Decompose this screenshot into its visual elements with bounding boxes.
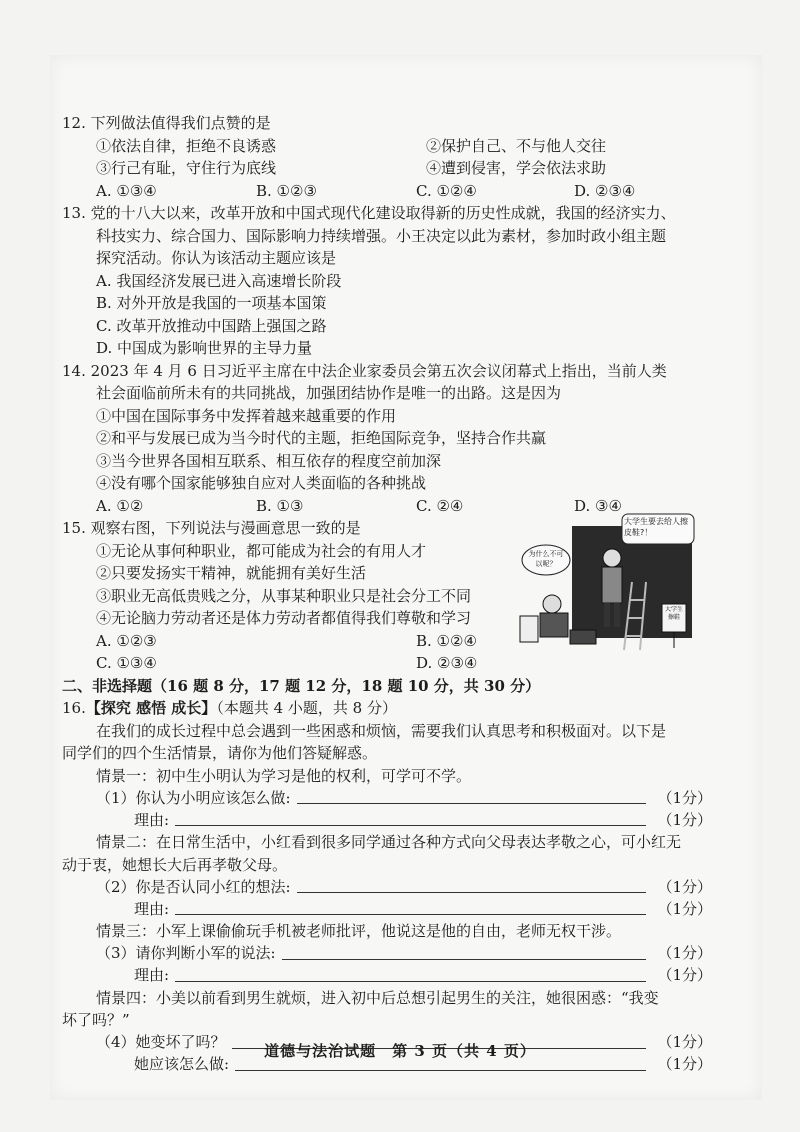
- cartoon-head-standing: [603, 549, 621, 567]
- scenario-3: 情景三：小军上课偷偷玩手机被老师批评，他说这是他的自由，老师无权干涉。: [96, 922, 622, 940]
- q13-line-1: 13. 党的十八大以来，改革开放和中国式现代化建设取得新的历史性成就，我国的经济实力、: [62, 204, 676, 222]
- q16-3-reason-label: 理由:: [134, 966, 170, 984]
- cartoon-leg-left: [604, 603, 610, 627]
- q16-title: 【探究 感悟 成长】: [85, 699, 217, 717]
- cartoon-body-standing: [602, 567, 622, 603]
- q15-item-4: ④无论脑力劳动者还是体力劳动者都值得我们尊敬和学习: [96, 609, 472, 627]
- cartoon-bubble-left-text-box: [526, 549, 566, 571]
- q16-2-reason-blank[interactable]: [175, 914, 646, 915]
- q16-1-reason-row: [62, 809, 712, 831]
- q13-option-a: A. 我国经济发展已进入高速增长阶段: [96, 271, 342, 290]
- q12-option-a: A. ①③④: [96, 181, 157, 200]
- q14-item-1: ①中国在国际事务中发挥着越来越重要的作用: [96, 406, 397, 425]
- q16-2-reason-row: [62, 898, 712, 920]
- q16-2-question: （2）你是否认同小红的想法:: [96, 877, 291, 896]
- q16-4b-question: 她应该怎么做:: [134, 1055, 230, 1073]
- scenario-4-line-1: 情景四：小美以前看到男生就烦，进入初中后总想引起男生的关注，她很困惑：“我变: [96, 988, 659, 1007]
- section-heading: 二、非选择题（16 题 8 分，17 题 12 分，18 题 10 分，共 30 分）: [62, 676, 541, 695]
- q16-4b-score: （1分）: [657, 1055, 712, 1073]
- cartoon-bubble-top-text: 大学生要去给人擦皮鞋?！: [624, 517, 688, 537]
- q16-intro-2: 同学们的四个生活情景，请你为他们答疑解惑。: [62, 744, 378, 762]
- q16-1-answer-blank[interactable]: [297, 803, 646, 804]
- q12-option-b: B. ①②③: [256, 181, 317, 200]
- q16-4b-answer-blank[interactable]: [235, 1070, 646, 1071]
- q12-item-2: ②保护自己、不与他人交往: [426, 136, 607, 155]
- cartoon-shoe-box: [570, 630, 596, 644]
- q16-3-question: （3）请你判断小军的说法:: [96, 944, 276, 962]
- q15-option-a: A. ①②③: [96, 631, 157, 650]
- q16-2-reason-score: （1分）: [657, 899, 712, 918]
- scenario-2-line-1: 情景二：在日常生活中，小红看到很多同学通过各种方式向父母表达孝敬之心，可小红无: [96, 833, 682, 851]
- cartoon-head-sitting: [543, 595, 561, 613]
- q16-1-question: （1）你认为小明应该怎么做:: [96, 788, 291, 807]
- q15-options-row2: [62, 652, 712, 675]
- q16-3-answer-row: [62, 943, 712, 965]
- q14-line-1: 14. 2023 年 4 月 6 日习近平主席在中法企业家委员会第五次会议闭幕式上指出，当前人类: [62, 361, 667, 380]
- q16-1-score: （1分）: [657, 788, 712, 807]
- q16-4-question: （4）她变坏了吗？: [96, 1033, 226, 1051]
- q16-3-reason-blank[interactable]: [175, 981, 646, 982]
- q15-item-2: ②只要发扬实干精神，就能拥有美好生活: [96, 564, 367, 582]
- q12-option-d: D. ②③④: [574, 181, 636, 200]
- cartoon-sign-board: [520, 616, 538, 642]
- q15-option-c: C. ①③④: [96, 654, 157, 672]
- q15-cartoon: [512, 512, 696, 654]
- q16-4-score: （1分）: [657, 1033, 712, 1051]
- q13-option-b: B. 对外开放是我国的一项基本国策: [96, 294, 327, 312]
- cartoon-sign-text-box: [663, 606, 685, 630]
- q14-line-2: 社会面临前所未有的共同挑战，加强团结协作是唯一的出路。这是因为: [96, 384, 562, 402]
- q16-1-reason-blank[interactable]: [175, 825, 646, 826]
- q12-item-1: ①依法自律，拒绝不良诱惑: [96, 136, 277, 155]
- q15-item-1: ①无论从事何种职业，都可能成为社会的有用人才: [96, 541, 427, 560]
- q16-intro-1: 在我们的成长过程中总会遇到一些困惑和烦恼，需要我们认真思考和积极面对。以下是: [96, 721, 667, 740]
- cartoon-sign-text: 大学生擦鞋: [664, 606, 683, 621]
- q14-item-2: ②和平与发展已成为当今时代的主题，拒绝国际竞争，坚持合作共赢: [96, 429, 547, 447]
- q15-stem: 15. 观察右图，下列说法与漫画意思一致的是: [62, 519, 361, 537]
- cartoon-bubble-top-text-box: [624, 516, 692, 542]
- q13-option-c: C. 改革开放推动中国踏上强国之路: [96, 316, 327, 335]
- scenario-1: 情景一：初中生小明认为学习是他的权利，可学可不学。: [96, 766, 472, 785]
- q16-3-score: （1分）: [657, 944, 712, 962]
- cartoon-bubble-left-text: 为什么不可以呢？: [528, 550, 564, 568]
- q16-2-score: （1分）: [657, 877, 712, 896]
- q16-2-reason-label: 理由:: [134, 899, 170, 918]
- q14-option-b: B. ①③: [256, 496, 304, 515]
- q12-stem: 12. 下列做法值得我们点赞的是: [62, 114, 271, 132]
- q12-items-row1: [62, 135, 712, 158]
- q16-number: 16.: [62, 699, 86, 717]
- q15-item-3: ③职业无高低贵贱之分，从事某种职业只是社会分工不同: [96, 586, 472, 605]
- q14-option-c: C. ②④: [416, 496, 464, 515]
- q14-item-3: ③当今世界各国相互联系、相互依存的程度空前加深: [96, 451, 442, 470]
- q16-heading: [62, 697, 712, 720]
- q15-option-b: B. ①②④: [416, 631, 477, 650]
- q12-items-row2: [62, 157, 712, 180]
- page-footer: 道德与法治试题 第 3 页（共 4 页）: [264, 1042, 536, 1060]
- q13-line-2: 科技实力、综合国力、国际影响力持续增强。小王决定以此为素材，参加时政小组主题: [96, 226, 667, 245]
- cartoon-leg-right: [614, 603, 620, 627]
- q16-1-answer-row: [62, 787, 712, 809]
- scenario-2-line-2: 动于衷，她想长大后再孝敬父母。: [62, 855, 288, 874]
- q16-3-reason-row: [62, 965, 712, 987]
- cartoon-body-sitting: [540, 613, 568, 637]
- q12-option-c: C. ①②④: [416, 181, 477, 200]
- q16-1-reason-score: （1分）: [657, 810, 712, 829]
- q16-1-reason-label: 理由:: [134, 810, 170, 829]
- q15-option-d: D. ②③④: [416, 654, 478, 672]
- q14-item-4: ④没有哪个国家能够独自应对人类面临的各种挑战: [96, 474, 427, 492]
- q12-item-4: ④遭到侵害，学会依法求助: [426, 159, 607, 177]
- q16-2-answer-row: [62, 876, 712, 898]
- q13-option-d: D. 中国成为影响世界的主导力量: [96, 339, 313, 357]
- q14-option-a: A. ①②: [96, 496, 144, 515]
- q14-option-d: D. ③④: [574, 496, 622, 515]
- q16-3-reason-score: （1分）: [657, 966, 712, 984]
- q16-2-answer-blank[interactable]: [297, 892, 646, 893]
- q12-item-3: ③行己有耻，守住行为底线: [96, 159, 277, 177]
- scenario-4-line-2: 坏了吗？”: [62, 1011, 130, 1029]
- q16-points: （本题共 4 小题，共 8 分）: [216, 699, 397, 717]
- q16-3-answer-blank[interactable]: [282, 959, 646, 960]
- q12-options: [62, 180, 712, 203]
- q13-line-3: 探究活动。你认为该活动主题应该是: [96, 249, 337, 267]
